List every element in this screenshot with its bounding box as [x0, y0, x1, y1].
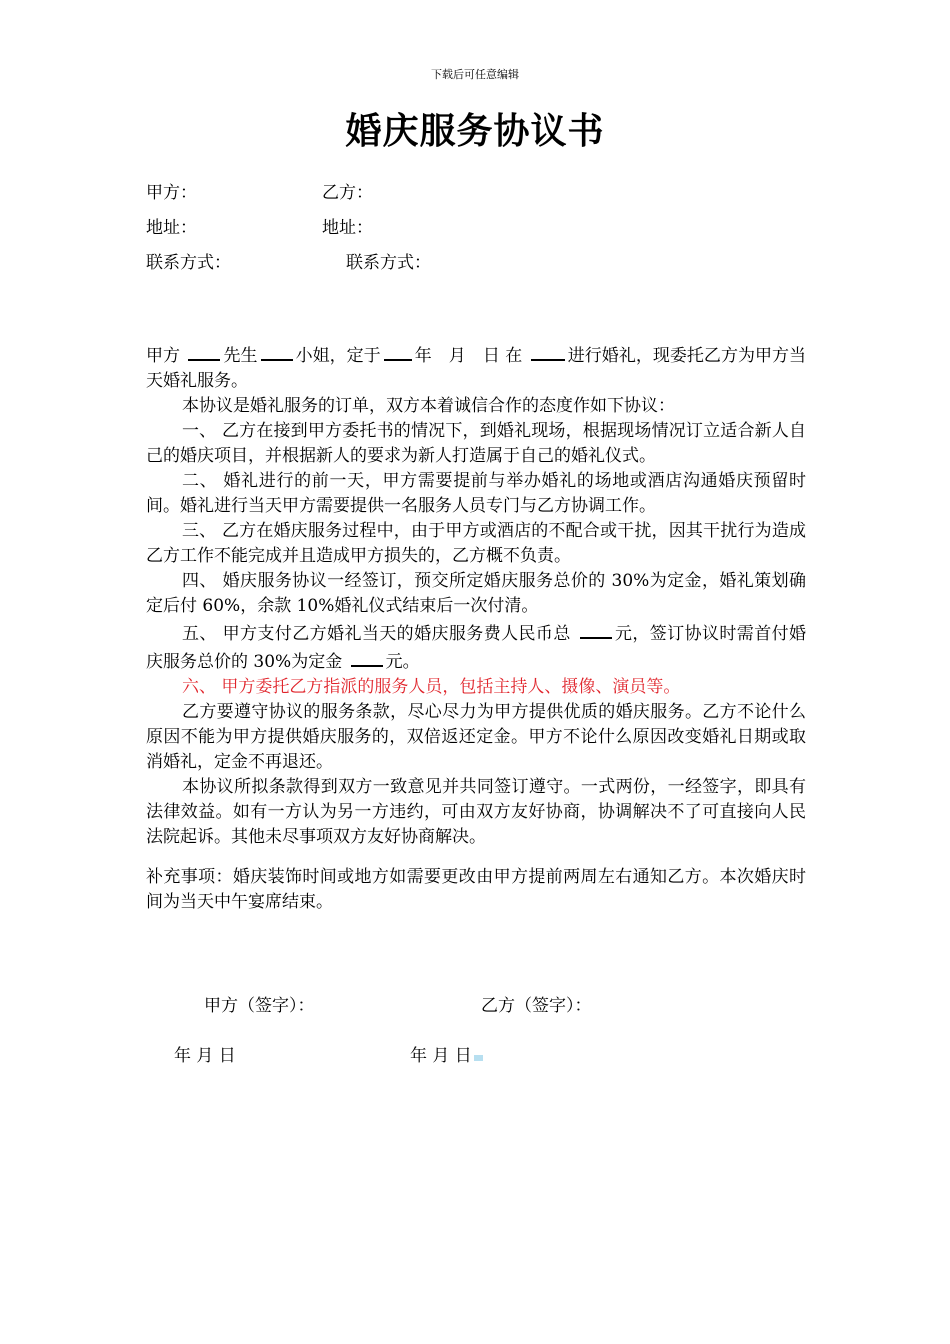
blank-venue — [531, 341, 565, 361]
party-b-label: 乙方： — [322, 183, 373, 203]
address-a-label: 地址： — [146, 218, 197, 238]
blank-bride-name — [261, 341, 293, 361]
text-cursor-marker — [474, 1055, 483, 1061]
clause-6: 六、 甲方委托乙方指派的服务人员，包括主持人、摄像、演员等。 — [182, 677, 681, 697]
supplement-paragraph: 补充事项：婚庆装饰时间或地方如需要更改由甲方提前两周左右通知乙方。本次婚庆时间为当天中午宴席结束。 — [146, 867, 806, 912]
party-b-date-wrap — [410, 1041, 483, 1066]
intro-text-3: 小姐，定于 — [295, 346, 381, 366]
intro-text-5: 进行婚礼，现委托乙方为甲方当天婚礼服务。 — [146, 346, 807, 391]
blank-groom-name — [188, 341, 220, 361]
party-b-signature-label: 乙方（签字）： — [481, 996, 592, 1016]
contact-a-label: 联系方式： — [146, 253, 231, 273]
document-title: 婚庆服务协议书 — [345, 110, 605, 152]
party-a-signature-label: 甲方（签字）： — [204, 996, 315, 1016]
clause-5 — [146, 619, 806, 675]
intro-paragraph — [146, 341, 806, 394]
header-note: 下载后可任意编辑 — [431, 68, 519, 81]
blank-year — [384, 341, 412, 361]
closing-paragraph: 本协议所拟条款得到双方一致意见并共同签订遵守。一式两份，一经签字，即具有法律效益。如有一方认为另一方违约，可由双方友好协商，协调解决不了可直接向人民法院起诉。其他未尽事项双方友好协商解决。 — [146, 777, 806, 847]
clause-3: 三、 乙方在婚庆服务过程中，由于甲方或酒店的不配合或干扰，因其干扰行为造成乙方工作不能完成并且造成甲方损失的，乙方概不负责。 — [146, 521, 806, 566]
agreement-intro: 本协议是婚礼服务的订单，双方本着诚信合作的态度作如下协议： — [182, 396, 675, 416]
intro-text-2: 先生 — [223, 346, 258, 366]
party-a-date: 年 月 日 — [174, 1046, 236, 1066]
clause-5-text-2: 元，签订协议时需首付婚庆服务总价的 30%为定金 — [146, 624, 807, 672]
clause-4: 四、 婚庆服务协议一经签订，预交所定婚庆服务总价的 30%为定金，婚礼策划确定后付 60%，余款 10%婚礼仪式结束后一次付清。 — [146, 571, 806, 616]
agreement-body — [146, 341, 806, 850]
intro-text-4: 年 月 日 在 — [414, 346, 523, 366]
party-row-names — [146, 178, 373, 203]
obligation-paragraph: 乙方要遵守协议的服务条款，尽心尽力为甲方提供优质的婚庆服务。乙方不论什么原因不能为甲方提供婚庆服务的，双倍返还定金。甲方不论什么原因改变婚礼日期或取消婚礼，定金不再退还。 — [146, 702, 806, 772]
contact-b-label: 联系方式： — [346, 253, 431, 273]
clause-2: 二、 婚礼进行的前一天，甲方需要提前与举办婚礼的场地或酒店沟通婚庆预留时间。婚礼进行当天甲方需要提供一名服务人员专门与乙方协调工作。 — [146, 471, 806, 516]
party-a-label: 甲方： — [146, 183, 197, 203]
blank-total-fee — [580, 619, 612, 639]
party-row-contact — [146, 248, 431, 273]
party-b-date: 年 月 日 — [410, 1046, 472, 1066]
clause-1: 一、 乙方在接到甲方委托书的情况下，到婚礼现场，根据现场情况订立适合新人自己的婚庆项目，并根据新人的要求为新人打造属于自己的婚礼仪式。 — [146, 421, 806, 466]
address-b-label: 地址： — [322, 218, 373, 238]
blank-deposit — [351, 647, 383, 667]
intro-text-1: 甲方 — [146, 346, 181, 366]
clause-5-text-3: 元。 — [385, 652, 420, 672]
clause-5-text-1: 五、 甲方支付乙方婚礼当天的婚庆服务费人民币总 — [182, 624, 571, 644]
party-row-address — [146, 213, 373, 238]
